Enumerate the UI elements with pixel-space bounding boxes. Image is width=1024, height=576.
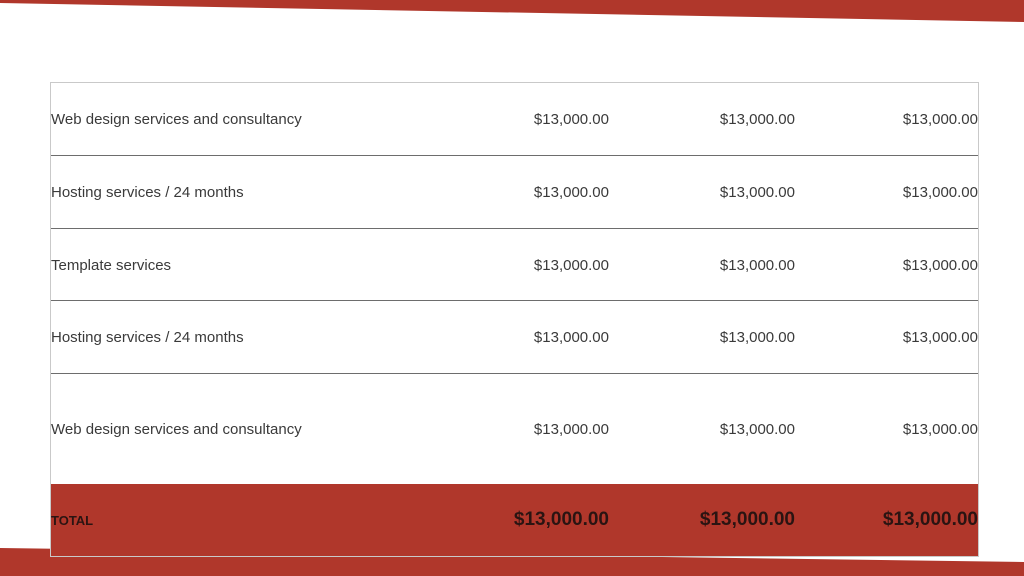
table-row: [51, 156, 978, 228]
row-amount-col3: $13,000.00: [902, 256, 978, 274]
top-red-band: [0, 0, 1024, 22]
total-amount-col1: $13,000.00: [513, 509, 609, 530]
row-amount-col2: $13,000.00: [719, 183, 795, 201]
row-description: Web design services and consultancy: [51, 420, 302, 438]
row-description: Template services: [51, 256, 172, 274]
row-amount-col1: $13,000.00: [533, 183, 609, 201]
row-description: Hosting services / 24 months: [51, 328, 244, 346]
table-row: [51, 229, 978, 301]
row-amount-col1: $13,000.00: [533, 110, 609, 128]
total-amount-col2: $13,000.00: [699, 509, 795, 530]
row-amount-col1: $13,000.00: [533, 256, 609, 274]
table-row: [51, 301, 978, 373]
row-amount-col2: $13,000.00: [719, 110, 795, 128]
total-label: TOTAL: [51, 512, 94, 528]
row-description: Hosting services / 24 months: [51, 183, 244, 201]
table-row: [51, 83, 978, 155]
pricing-table: [50, 82, 979, 557]
table-row: [51, 374, 978, 484]
row-description: Web design services and consultancy: [51, 110, 302, 128]
row-amount-col3: $13,000.00: [902, 110, 978, 128]
row-amount-col1: $13,000.00: [533, 420, 609, 438]
row-amount-col2: $13,000.00: [719, 256, 795, 274]
row-amount-col3: $13,000.00: [902, 183, 978, 201]
row-amount-col3: $13,000.00: [902, 328, 978, 346]
row-amount-col2: $13,000.00: [719, 420, 795, 438]
total-amount-col3: $13,000.00: [882, 509, 978, 530]
row-amount-col3: $13,000.00: [902, 420, 978, 438]
total-row: [51, 484, 978, 556]
row-amount-col1: $13,000.00: [533, 328, 609, 346]
row-amount-col2: $13,000.00: [719, 328, 795, 346]
